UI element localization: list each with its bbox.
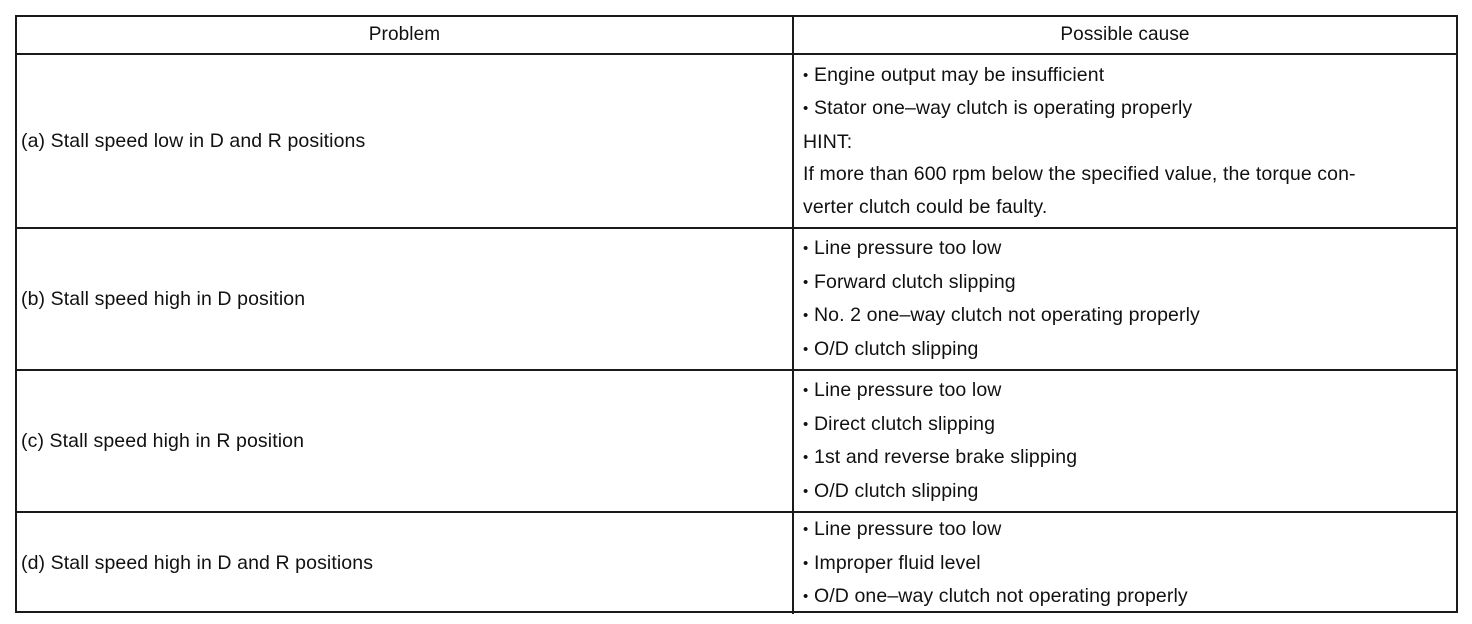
cause-list [803, 232, 1446, 366]
cause-item [803, 232, 1446, 266]
bullet-icon: • [803, 307, 809, 324]
bullet-icon: • [803, 273, 809, 291]
troubleshooting-table [17, 17, 1456, 614]
cause-text: Forward clutch slipping [814, 270, 1016, 293]
table-row [17, 370, 1456, 512]
hint-label: HINT: [803, 130, 853, 153]
cause-item [803, 408, 1446, 442]
cause-list [803, 59, 1446, 126]
bullet-icon: • [803, 449, 809, 466]
table-row [17, 512, 1456, 614]
cause-item [803, 547, 1446, 581]
cause-text: Line pressure too low [814, 237, 1002, 259]
header-possible-cause: Possible cause [793, 17, 1456, 54]
cause-item [803, 333, 1446, 367]
bullet-icon: • [803, 415, 809, 433]
cause-item [803, 266, 1446, 300]
cause-item [803, 441, 1446, 475]
cause-text: O/D clutch slipping [814, 337, 979, 360]
problem-cell: (d) Stall speed high in D and R positions [17, 512, 793, 614]
cause-text: Direct clutch slipping [814, 412, 996, 435]
cause-cell [793, 512, 1456, 614]
cause-cell [793, 54, 1456, 228]
bullet-icon: • [803, 100, 809, 118]
cause-item [803, 59, 1446, 93]
hint-text-line: verter clutch could be faulty. [803, 195, 1048, 218]
bullet-icon: • [803, 66, 809, 84]
table-row [17, 228, 1456, 370]
table-header-row [17, 17, 1456, 54]
cause-cell [793, 228, 1456, 370]
troubleshooting-table-frame [15, 15, 1458, 613]
problem-cell: (a) Stall speed low in D and R positions [17, 54, 793, 228]
cause-item [803, 513, 1446, 547]
cause-text: Line pressure too low [814, 518, 1002, 540]
cause-list [803, 374, 1446, 508]
cause-text: Engine output may be insufficient [814, 63, 1105, 86]
header-problem: Problem [17, 17, 793, 54]
bullet-icon: • [803, 554, 809, 572]
cause-text: O/D one–way clutch not operating properly [814, 585, 1188, 607]
cause-item [803, 92, 1446, 126]
bullet-icon: • [803, 521, 809, 538]
cause-item [803, 580, 1446, 614]
bullet-icon: • [803, 340, 809, 358]
bullet-icon: • [803, 382, 809, 399]
problem-cell: (c) Stall speed high in R position [17, 370, 793, 512]
cause-text: O/D clutch slipping [814, 479, 979, 502]
problem-cell: (b) Stall speed high in D position [17, 228, 793, 370]
cause-item [803, 374, 1446, 408]
hint-text-line: If more than 600 rpm below the specified value, the torque con- [803, 163, 1356, 186]
cause-list [803, 513, 1446, 614]
bullet-icon: • [803, 588, 809, 605]
cause-text: Stator one–way clutch is operating properly [814, 97, 1193, 120]
cause-item [803, 299, 1446, 333]
cause-text: Line pressure too low [814, 379, 1002, 401]
bullet-icon: • [803, 240, 809, 257]
cause-text: Improper fluid level [814, 551, 981, 574]
cause-text: 1st and reverse brake slipping [814, 446, 1078, 468]
cause-item [803, 475, 1446, 509]
bullet-icon: • [803, 482, 809, 500]
cause-text: No. 2 one–way clutch not operating properly [814, 304, 1200, 326]
cause-cell [793, 370, 1456, 512]
table-row [17, 54, 1456, 228]
